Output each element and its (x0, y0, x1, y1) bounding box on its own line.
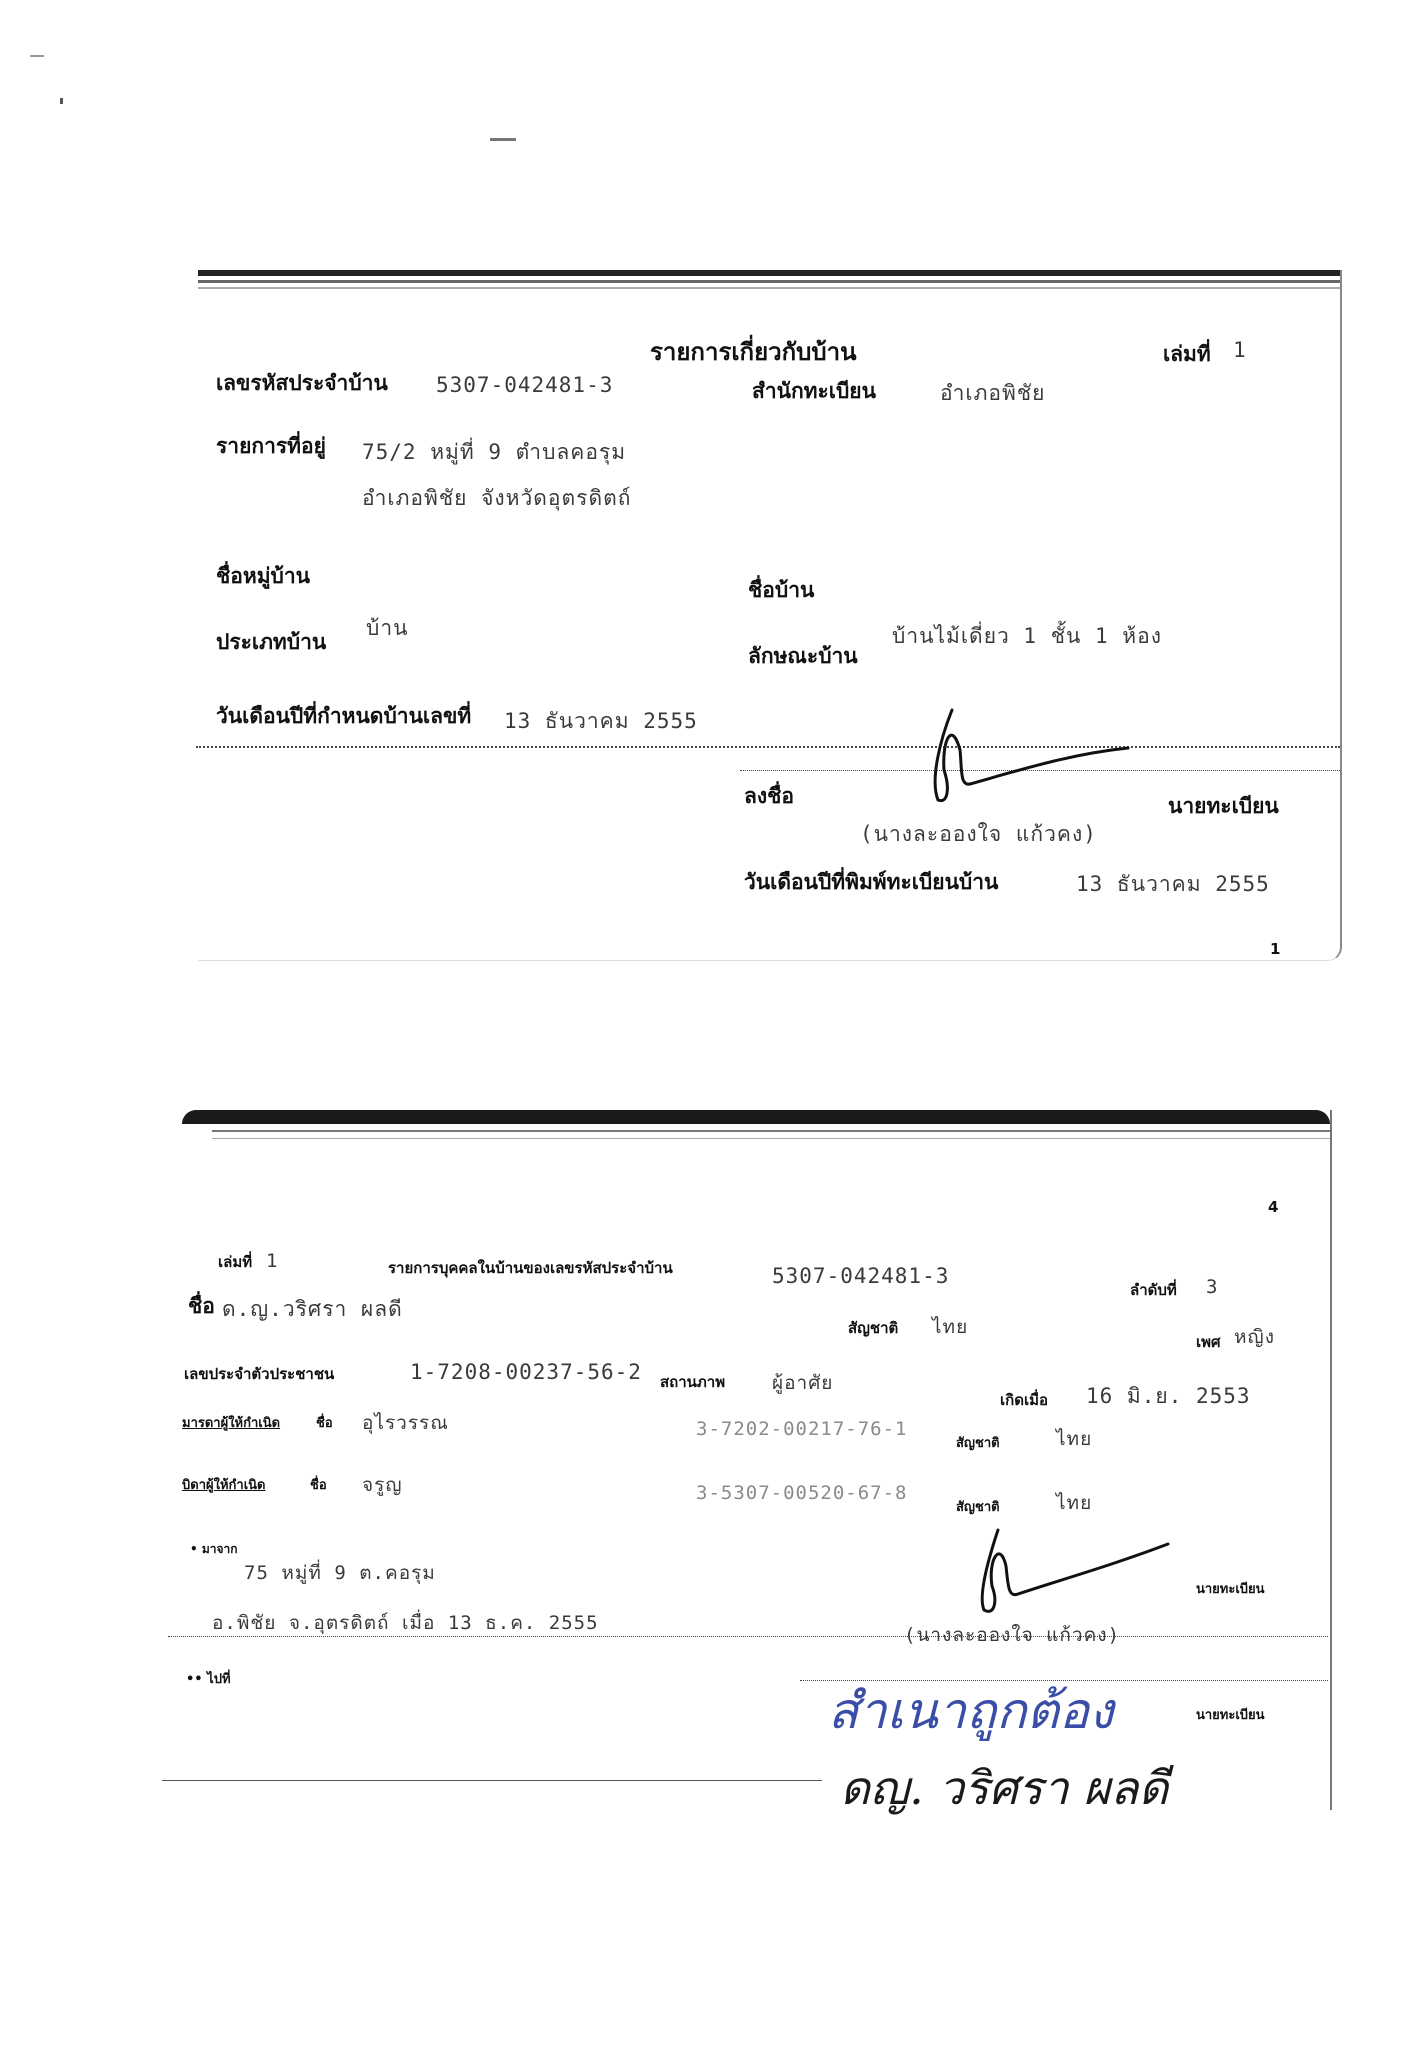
card1-title: รายการเกี่ยวกับบ้าน (650, 338, 857, 366)
card2-page-number: 4 (1268, 1198, 1279, 1216)
dotted-divider (168, 1636, 1328, 1637)
from-line2: อ.พิชัย จ.อุตรดิตถ์ เมื่อ 13 ธ.ค. 2555 (212, 1612, 599, 1634)
registrar-name-2: (นางละอองใจ แก้วคง) (904, 1624, 1121, 1646)
nationality-label: สัญชาติ (848, 1319, 899, 1337)
father-label: บิดาผู้ให้กำเนิด (182, 1478, 266, 1493)
card-binding-edge (212, 1138, 1330, 1139)
status-label: สถานภาพ (660, 1373, 726, 1391)
registrar-signature-2 (950, 1510, 1180, 1620)
father-name-label: ชื่อ (310, 1478, 327, 1493)
father-nationality-label: สัญชาติ (956, 1500, 1000, 1515)
house-style-label: ลักษณะบ้าน (748, 644, 858, 668)
to-label: •• ไปที่ (186, 1672, 231, 1687)
sex-label: เพศ (1196, 1333, 1221, 1351)
house-style-value: บ้านไม้เดี่ยว 1 ชั้น 1 ห้อง (892, 624, 1162, 648)
person-name-value: ด.ญ.วริศรา ผลดี (222, 1297, 403, 1321)
registrar-label-2b: นายทะเบียน (1196, 1708, 1265, 1723)
registrar-name: (นางละอองใจ แก้วคง) (860, 822, 1097, 846)
scan-speck (30, 55, 44, 57)
dotted-divider (196, 746, 1340, 748)
citizen-id-label: เลขประจำตัวประชาชน (184, 1365, 335, 1383)
card-binding-edge (198, 280, 1340, 283)
seq-value: 3 (1206, 1276, 1219, 1298)
card1-page-number: 1 (1270, 940, 1281, 958)
handwritten-name: ดญ. วริศรา ผลดี (840, 1761, 1169, 1815)
registrar-label-2a: นายทะเบียน (1196, 1582, 1265, 1597)
card2-house-code: 5307-042481-3 (772, 1264, 950, 1288)
card1-book-value: 1 (1233, 338, 1247, 362)
mother-label: มารดาผู้ให้กำเนิด (182, 1416, 281, 1431)
nationality-value: ไทย (932, 1316, 969, 1338)
scan-speck (490, 138, 516, 141)
citizen-id-value: 1-7208-00237-56-2 (410, 1360, 642, 1384)
from-line1: 75 หมู่ที่ 9 ต.คอรุม (244, 1562, 436, 1584)
registrar-signature (900, 700, 1140, 810)
house-code-label: เลขรหัสประจำบ้าน (216, 371, 388, 395)
address-line1: 75/2 หมู่ที่ 9 ตำบลคอรุม (362, 440, 627, 464)
assigned-date-value: 13 ธันวาคม 2555 (504, 709, 698, 733)
house-code-value: 5307-042481-3 (436, 373, 614, 397)
card-binding-edge (182, 1110, 1330, 1124)
status-value: ผู้อาศัย (772, 1372, 834, 1394)
card1-book-label: เล่มที่ (1163, 342, 1211, 366)
seq-label: ลำดับที่ (1130, 1281, 1177, 1299)
address-label: รายการที่อยู่ (216, 434, 326, 458)
sign-label: ลงชื่อ (744, 784, 794, 808)
sex-value: หญิง (1234, 1326, 1275, 1348)
from-label-text: มาจาก (201, 1542, 238, 1556)
mother-nationality-value: ไทย (1056, 1428, 1093, 1450)
assigned-date-label: วันเดือนปีที่กำหนดบ้านเลขที่ (216, 704, 472, 728)
registry-office-label: สำนักทะเบียน (752, 379, 876, 403)
registry-office-value: อำเภอพิชัย (940, 381, 1046, 405)
registrar-label: นายทะเบียน (1168, 794, 1279, 818)
born-label: เกิดเมื่อ (1000, 1391, 1048, 1409)
to-label-text: ไปที่ (207, 1672, 231, 1687)
card-binding-edge (212, 1130, 1330, 1132)
mother-name-label: ชื่อ (316, 1416, 333, 1431)
father-nationality-value: ไทย (1056, 1492, 1093, 1514)
mother-name-value: อุไรวรรณ (362, 1412, 449, 1434)
scan-speck (60, 98, 63, 104)
house-name-label: ชื่อบ้าน (748, 578, 815, 602)
address-line2: อำเภอพิชัย จังหวัดอุตรดิตถ์ (362, 486, 632, 510)
card2-book-label: เล่มที่ (218, 1253, 253, 1271)
house-type-label: ประเภทบ้าน (216, 630, 327, 654)
person-details-card (182, 1110, 1332, 1810)
person-name-label: ชื่อ (188, 1294, 215, 1318)
father-id-value: 3-5307-00520-67-8 (696, 1482, 908, 1504)
village-name-label: ชื่อหมู่บ้าน (216, 564, 311, 588)
card-binding-edge (198, 287, 1340, 289)
card2-title: รายการบุคคลในบ้านของเลขรหัสประจำบ้าน (388, 1259, 673, 1277)
card2-book-value: 1 (266, 1250, 279, 1272)
bottom-divider (162, 1780, 822, 1781)
father-name-value: จรูญ (362, 1474, 403, 1496)
card-binding-edge (198, 270, 1340, 276)
handwritten-certify: สำเนาถูกต้อง (828, 1682, 1114, 1740)
mother-id-value: 3-7202-00217-76-1 (696, 1418, 908, 1440)
print-date-label: วันเดือนปีที่พิมพ์ทะเบียนบ้าน (744, 870, 999, 894)
print-date-value: 13 ธันวาคม 2555 (1076, 872, 1270, 896)
mother-nationality-label: สัญชาติ (956, 1436, 1000, 1451)
house-type-value: บ้าน (366, 616, 409, 640)
from-label: • มาจาก (190, 1542, 238, 1556)
born-value: 16 มิ.ย. 2553 (1086, 1384, 1251, 1408)
